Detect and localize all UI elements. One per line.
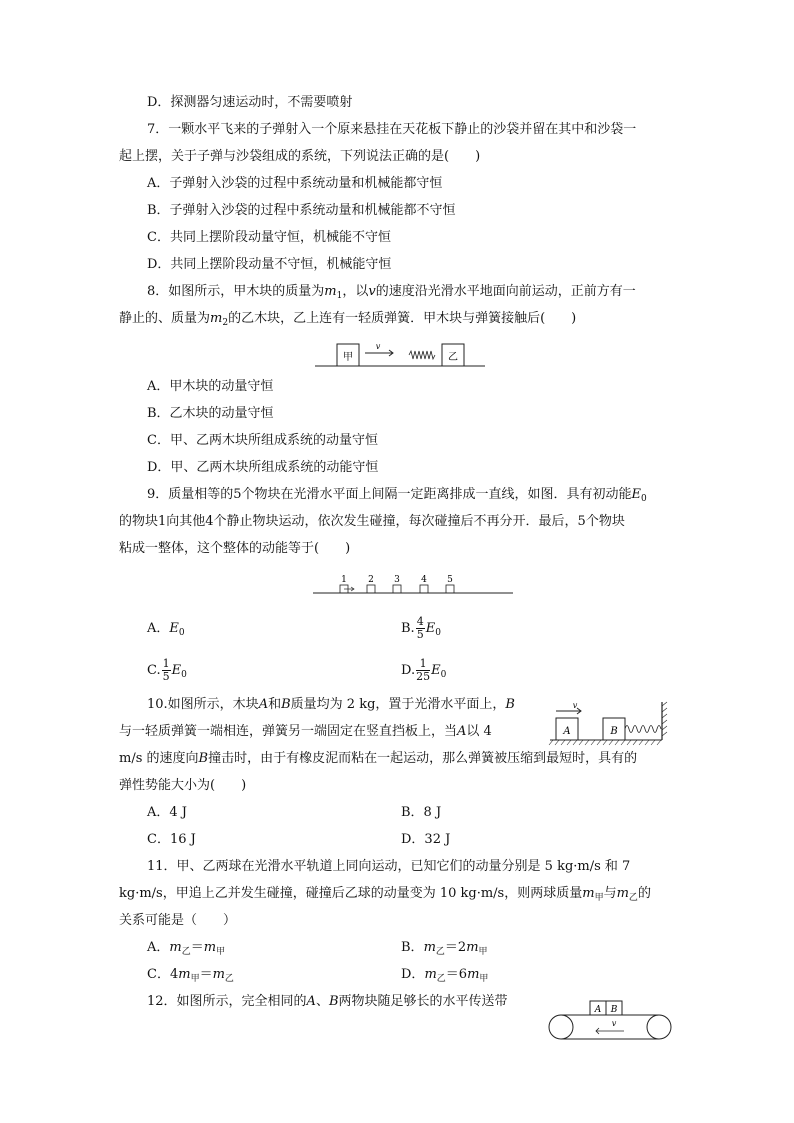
- q12-figure: [548, 998, 674, 1046]
- q9-option-b-num: 4: [416, 615, 424, 628]
- q7-option-c: C．共同上摆阶段动量守恒，机械能不守恒: [147, 230, 391, 245]
- q9-e0: E: [631, 487, 642, 502]
- q11-option-a-m1: m: [169, 940, 182, 955]
- q10-block-b-label: B: [610, 726, 618, 737]
- q11-option-c-m1: m: [178, 967, 191, 982]
- q11-line2-c: 的: [637, 886, 651, 901]
- q10-a: A: [258, 697, 269, 712]
- q9-option-d-fraction: [416, 658, 430, 683]
- q11-option-c-sub1: 甲: [190, 974, 200, 984]
- q9-block-3: [393, 575, 401, 593]
- q12-block-a-label: A: [594, 1005, 602, 1015]
- q9-option-d-num: 1: [416, 658, 430, 671]
- q7-stem-line2: 起上摆，关于子弹与沙袋组成的系统，下列说法正确的是( ): [119, 149, 481, 164]
- q10-b3: B: [198, 751, 209, 766]
- q10-b: B: [281, 697, 291, 712]
- q11-option-b-sub1: 乙: [435, 947, 445, 957]
- q9-option-c-num: 1: [162, 657, 170, 670]
- q8-option-a: A．甲木块的动量守恒: [147, 379, 274, 394]
- q9-block-2: [367, 575, 375, 593]
- q12-a: A: [306, 994, 316, 1009]
- q10-line3-b: 撞击时，由于有橡皮泥而粘在一起运动，那么弹簧被压缩到最短时，具有的: [208, 751, 638, 766]
- q10-line1-c: 质量均为 2 kg，置于光滑水平面上，: [290, 697, 506, 712]
- q8-stem-text-c: 的速度沿光滑水平地面向前运动，正前方有一: [375, 284, 636, 299]
- q11-line2: [119, 885, 651, 907]
- q11-option-c-coef: 4: [169, 967, 179, 982]
- q10-line2-a: 与一轻质弹簧一端相连，弹簧另一端固定在竖直挡板上，当: [119, 724, 458, 739]
- q9-option-b-e: E: [425, 621, 436, 636]
- q9-option-c-den: 5: [162, 670, 170, 683]
- q9-figure: [313, 572, 513, 596]
- q11-yi-sub: 乙: [628, 893, 638, 903]
- q9-option-c-e: E: [171, 663, 182, 678]
- q9-option-c-e-sub: 0: [181, 670, 187, 680]
- q12-b: B: [328, 994, 339, 1009]
- q10-a2: A: [457, 724, 467, 739]
- q8-figure: [315, 340, 485, 370]
- q11-option-c-m2: m: [212, 967, 225, 982]
- q8-block-yi-label: 乙: [448, 352, 458, 363]
- q11-line1: 11．甲、乙两球在光滑水平轨道上同向运动，已知它们的动量分别是 5 kg·m/s 和 7: [147, 859, 631, 874]
- q8-option-b: B．乙木块的动量守恒: [147, 406, 274, 421]
- q9-option-a-e: E: [169, 621, 179, 636]
- q7-stem-line1: 7．一颗水平飞来的子弹射入一个原来悬挂在天花板下静止的沙袋并留在其中和沙袋一: [147, 122, 637, 137]
- q11-option-a-letter: A．: [147, 940, 170, 955]
- q10-option-d: D．32 J: [401, 832, 451, 847]
- q10-spring: [625, 726, 661, 733]
- q9-option-a: [147, 620, 185, 642]
- q9-option-a-e-sub: 0: [178, 628, 185, 638]
- q9-block-5: [446, 575, 454, 593]
- q11-option-a-sub1: 乙: [181, 947, 191, 957]
- q8-stem-line2-a: 静止的、质量为: [119, 311, 211, 326]
- q10-line2-b: 以 4: [466, 724, 492, 739]
- q10-line1: [147, 696, 515, 714]
- q7-option-d: D．共同上摆阶段动量不守恒，机械能守恒: [147, 257, 392, 272]
- q9-option-b-e-sub: 0: [435, 628, 441, 638]
- q9-stem-line1: [147, 486, 647, 508]
- q10-figure: [547, 700, 672, 746]
- q11-option-a: [147, 939, 225, 961]
- q8-spring: [409, 351, 435, 359]
- q11-option-b-coef: 2: [457, 940, 467, 955]
- q9-stem-line3: 粘成一整体，这个整体的动能等于( ): [119, 541, 351, 556]
- q8-stem-line1: [147, 283, 636, 305]
- q7-option-a: A．子弹射入沙袋的过程中系统动量和机械能都守恒: [147, 176, 443, 191]
- q8-stem-line2-b: 的乙木块，乙上连有一轻质弹簧．甲木块与弹簧接触后( ): [228, 311, 577, 326]
- q8-block-jia-label: 甲: [343, 352, 353, 363]
- q11-option-c-sub2: 乙: [224, 974, 234, 984]
- q11-option-b-m2: m: [466, 940, 479, 955]
- q9-option-b-letter: B.: [401, 621, 415, 636]
- q10-option-b: B．8 J: [401, 805, 442, 820]
- q11-option-d-letter: D．: [401, 967, 425, 982]
- q9-label-4: 4: [421, 575, 427, 585]
- q9-option-d: [401, 652, 446, 694]
- q9-e0-sub: 0: [641, 494, 647, 504]
- q11-option-d-m2: m: [467, 967, 480, 982]
- q10-block-a-label: A: [563, 726, 571, 737]
- q9-stem-line1-text: 9．质量相等的5个物块在光滑水平面上间隔一定距离排成一直线，如图．具有初动能: [147, 487, 632, 502]
- q11-line2-a: kg·m/s，甲追上乙并发生碰撞，碰撞后乙球的动量变为 10 kg·m/s，则两球质量: [119, 886, 583, 901]
- q10-b2: B: [505, 697, 515, 712]
- q9-option-b-den: 5: [416, 628, 424, 641]
- q9-option-d-e: E: [431, 663, 441, 678]
- q9-option-d-e-sub: 0: [440, 670, 447, 680]
- q9-option-a-letter: A．: [147, 621, 170, 636]
- q9-option-b-fraction: [416, 616, 425, 641]
- q11-option-c-letter: C．: [147, 967, 170, 982]
- q8-v: v: [368, 284, 376, 299]
- q11-option-d-eq: ＝: [445, 967, 459, 982]
- q6-option-d: D．探测器匀速运动时，不需要喷射: [147, 95, 353, 110]
- q11-option-b-eq: ＝: [444, 940, 458, 955]
- q11-option-a-sub2: 甲: [216, 947, 226, 957]
- q11-m-jia: m: [582, 886, 595, 901]
- q11-option-b-letter: B．: [401, 940, 424, 955]
- q12-block-b-label: B: [610, 1005, 618, 1015]
- q8-stem-line2: [119, 310, 576, 332]
- q8-option-c: C．甲、乙两木块所组成系统的动量守恒: [147, 433, 378, 448]
- q10-line2: [119, 723, 492, 741]
- q10-velocity-label: v: [572, 701, 578, 710]
- q11-option-d-m1: m: [424, 967, 437, 982]
- q11-line2-b: 与: [603, 886, 617, 901]
- q12-line1-a: 12．如图所示，完全相同的: [147, 994, 307, 1009]
- q7-option-b: B．子弹射入沙袋的过程中系统动量和机械能都不守恒: [147, 203, 456, 218]
- q10-option-c: C．16 J: [147, 832, 196, 847]
- q11-option-c: [147, 966, 234, 988]
- q12-roller-right: [647, 1015, 671, 1039]
- q9-label-1: 1: [341, 575, 347, 585]
- q9-option-c: [147, 652, 187, 694]
- q11-jia-sub: 甲: [594, 893, 604, 903]
- q8-stem-text-b: ，以: [342, 284, 369, 299]
- q11-option-a-m2: m: [203, 940, 217, 955]
- q11-option-d-sub1: 乙: [436, 974, 446, 984]
- q11-option-b: [401, 939, 488, 961]
- q9-option-c-letter: C.: [147, 663, 161, 678]
- q12-sep: 、: [315, 994, 329, 1009]
- q11-option-b-sub2: 甲: [478, 947, 488, 957]
- q11-option-d-coef: 6: [458, 967, 468, 982]
- q11-option-d-sub2: 甲: [479, 974, 489, 984]
- q8-m1-sub: 1: [336, 291, 343, 301]
- q11-option-b-m1: m: [423, 940, 436, 955]
- q8-velocity-label: v: [375, 342, 381, 351]
- q11-option-d: [401, 966, 488, 988]
- q9-option-b: [401, 610, 441, 652]
- q9-label-5: 5: [447, 575, 453, 585]
- q12-line1-b: 两物块随足够长的水平传送带: [338, 994, 508, 1009]
- q12-roller-left: [549, 1015, 573, 1039]
- q10-line3: [119, 750, 637, 768]
- q12-line1: [147, 993, 508, 1011]
- q10-line3-a: m/s 的速度向: [119, 751, 199, 766]
- q8-option-d: D．甲、乙两木块所组成系统的动能守恒: [147, 460, 379, 475]
- q9-block-4: [420, 575, 428, 593]
- q11-option-c-eq: ＝: [199, 967, 213, 982]
- q11-option-a-eq: ＝: [190, 940, 204, 955]
- q11-m-yi: m: [616, 886, 629, 901]
- q11-line3: 关系可能是（ ）: [119, 913, 237, 928]
- q9-label-2: 2: [368, 575, 374, 585]
- q9-block-1: [340, 575, 354, 593]
- q9-option-c-fraction: [162, 658, 171, 683]
- q10-line1-a: 10.如图所示，木块: [147, 697, 259, 712]
- q10-line4: 弹性势能大小为( ): [119, 778, 247, 793]
- q8-m1: m: [324, 284, 337, 299]
- q8-m2: m: [210, 311, 223, 326]
- q10-option-a: A．4 J: [147, 805, 188, 820]
- q9-option-d-den: 25: [416, 670, 431, 683]
- q8-m2-sub: 2: [222, 318, 229, 328]
- q12-velocity-label: v: [611, 1019, 617, 1028]
- q8-stem-text-a: 8．如图所示，甲木块的质量为: [147, 284, 325, 299]
- q10-line1-b: 和: [268, 697, 282, 712]
- q9-option-d-letter: D.: [401, 663, 416, 678]
- q9-stem-line2: 的物块1向其他4个静止物块运动，依次发生碰撞，每次碰撞后不再分开．最后，5个物块: [119, 514, 625, 529]
- q9-label-3: 3: [394, 575, 400, 585]
